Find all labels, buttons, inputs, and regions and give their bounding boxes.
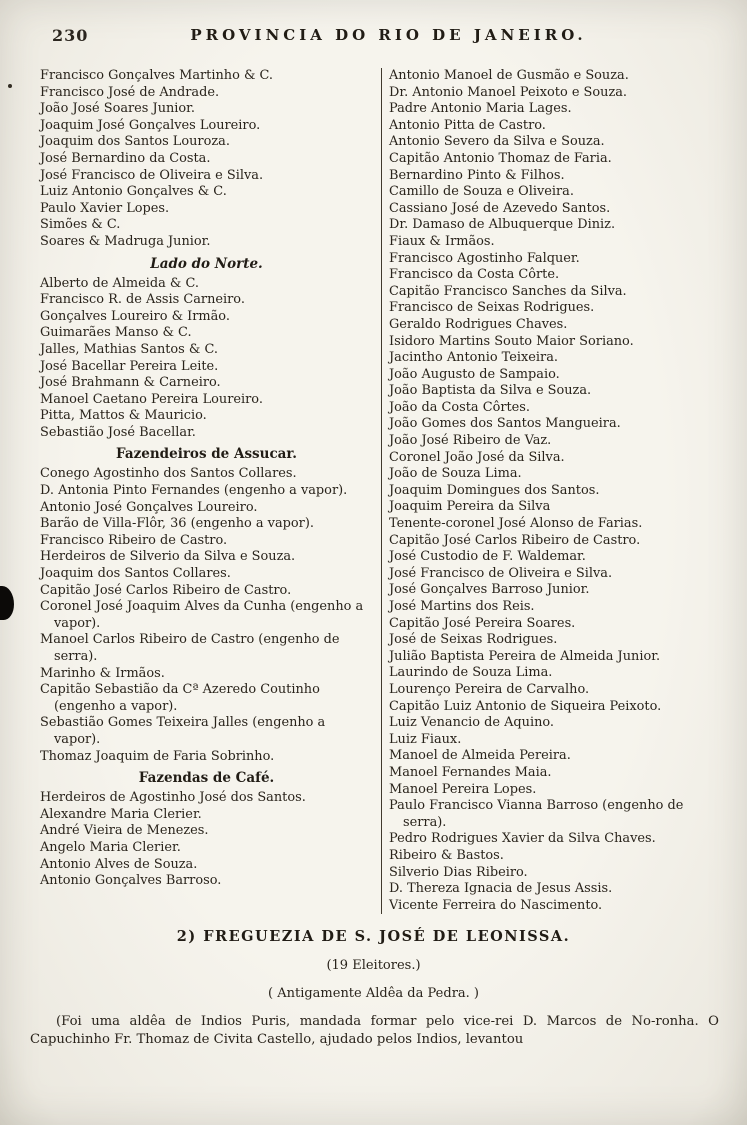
- page-number: 230: [52, 26, 89, 45]
- list-item: João Baptista da Silva e Souza.: [389, 383, 592, 399]
- list-item: Luiz Fiaux.: [389, 731, 462, 747]
- list-item: Joaquim José Gonçalves Loureiro.: [40, 117, 261, 133]
- list-item: Camillo de Souza e Oliveira.: [389, 184, 574, 200]
- list-item: João Gomes dos Santos Mangueira.: [389, 416, 621, 432]
- list-item: Pitta, Mattos & Mauricio.: [40, 408, 207, 424]
- list-item: Dr. Antonio Manoel Peixoto e Souza.: [389, 84, 628, 100]
- section-heading-lado-do-norte: Lado do Norte.: [150, 255, 263, 272]
- list-item: Sebastião Gomes Teixeira Jalles (engenho a vapor).: [40, 715, 326, 747]
- list-item: Thomaz Joaquim de Faria Sobrinho.: [40, 748, 275, 764]
- list-item: Antonio Pitta de Castro.: [389, 117, 546, 133]
- freguezia-paragraph: (Foi uma aldêa de Indios Puris, mandada formar pelo vice-rei D. Marcos de No-ronha. O Capuchinho Fr. Thomaz de Civita Castello, ajudado pelos Indios, levantou: [30, 1014, 719, 1048]
- running-title: PROVINCIA DO RIO DE JANEIRO.: [190, 26, 587, 44]
- list-item: D. Thereza Ignacia de Jesus Assis.: [389, 881, 613, 897]
- list-item: Laurindo de Souza Lima.: [389, 665, 553, 681]
- list-item: Julião Baptista Pereira de Almeida Junior.: [389, 648, 661, 664]
- list-item: Joaquim Domingues dos Santos.: [389, 482, 600, 498]
- list-item: Paulo Xavier Lopes.: [40, 200, 170, 216]
- list-item: Angelo Maria Clerier.: [40, 839, 181, 855]
- list-item: Pedro Rodrigues Xavier da Silva Chaves.: [389, 831, 656, 847]
- list-item: Antonio Manoel de Gusmão e Souza.: [389, 68, 629, 83]
- electors-count: (19 Eleitores.): [326, 958, 421, 974]
- list-item: Alexandre Maria Clerier.: [40, 806, 202, 822]
- list-item: Capitão Antonio Thomaz de Faria.: [389, 150, 612, 166]
- list-item: Capitão Sebastião da Cª Azeredo Coutinho (engenho a vapor).: [40, 682, 320, 714]
- list-item: José Bacellar Pereira Leite.: [40, 358, 219, 374]
- electors-list-lado-sul: [40, 68, 373, 251]
- list-item: José Brahmann & Carneiro.: [40, 375, 221, 391]
- list-item: João Augusto de Sampaio.: [389, 366, 560, 382]
- list-item: Capitão José Carlos Ribeiro de Castro.: [40, 582, 292, 598]
- list-item: José Martins dos Reis.: [389, 599, 535, 614]
- list-item: Padre Antonio Maria Lages.: [389, 101, 572, 117]
- list-item: Joaquim dos Santos Collares.: [40, 566, 231, 582]
- fazendeiros-assucar-list: [40, 466, 373, 765]
- list-item: Gonçalves Loureiro & Irmão.: [40, 308, 230, 324]
- list-item: Paulo Francisco Vianna Barroso (engenho de serra).: [389, 798, 684, 830]
- list-item: Barão de Villa-Flôr, 36 (engenho a vapor).: [40, 516, 314, 532]
- list-item: Manoel Pereira Lopes.: [389, 781, 537, 797]
- list-item: Dr. Damaso de Albuquerque Diniz.: [389, 217, 616, 233]
- freguezia-subtitle: ( Antigamente Aldêa da Pedra. ): [268, 986, 479, 1002]
- list-item: Jacintho Antonio Teixeira.: [389, 350, 558, 366]
- section-heading-fazendas-cafe: Fazendas de Café.: [138, 770, 275, 787]
- list-item: Herdeiros de Silverio da Silva e Souza.: [40, 549, 296, 565]
- list-item: Tenente-coronel José Alonso de Farias.: [389, 516, 643, 532]
- list-item: Ribeiro & Bastos.: [389, 847, 504, 863]
- list-item: Coronel José Joaquim Alves da Cunha (engenho a vapor).: [40, 599, 364, 631]
- page-header: [0, 0, 747, 60]
- list-item: José de Seixas Rodrigues.: [389, 632, 558, 648]
- list-item: João de Souza Lima.: [389, 466, 522, 482]
- list-item: João José Soares Junior.: [40, 101, 196, 117]
- list-item: Bernardino Pinto & Filhos.: [389, 167, 565, 183]
- list-item: Antonio Severo da Silva e Souza.: [389, 134, 605, 150]
- list-item: Francisco Gonçalves Martinho & C.: [40, 68, 274, 83]
- list-item: Francisco R. de Assis Carneiro.: [40, 292, 245, 308]
- list-item: Guimarães Manso & C.: [40, 325, 192, 341]
- list-item: José Custodio de F. Waldemar.: [389, 549, 586, 565]
- list-item: Soares & Madruga Junior.: [40, 233, 211, 249]
- right-column: [382, 68, 717, 914]
- list-item: José Francisco de Oliveira e Silva.: [389, 565, 613, 581]
- list-item: Capitão Francisco Sanches da Silva.: [389, 283, 627, 299]
- left-column: [40, 68, 382, 914]
- fazendas-cafe-list: [40, 790, 373, 890]
- list-item: Luiz Venancio de Aquino.: [389, 715, 555, 731]
- fazendas-cafe-list-continued: [389, 68, 717, 914]
- list-item: Cassiano José de Azevedo Santos.: [389, 200, 611, 216]
- list-item: Isidoro Martins Souto Maior Soriano.: [389, 333, 634, 349]
- list-item: Francisco Agostinho Falquer.: [389, 250, 580, 266]
- list-item: Alberto de Almeida & C.: [40, 275, 200, 291]
- list-item: João José Ribeiro de Vaz.: [389, 433, 552, 449]
- list-item: Silverio Dias Ribeiro.: [389, 864, 528, 880]
- list-item: Manoel de Almeida Pereira.: [389, 748, 571, 764]
- list-item: Joaquim dos Santos Louroza.: [40, 134, 230, 150]
- freguezia-title: 2) FREGUEZIA DE S. JOSÉ DE LEONISSA.: [176, 928, 571, 946]
- list-item: Fiaux & Irmãos.: [389, 233, 495, 249]
- list-item: Simões & C.: [40, 217, 121, 233]
- list-item: Capitão José Carlos Ribeiro de Castro.: [389, 532, 641, 548]
- list-item: Manoel Fernandes Maia.: [389, 764, 552, 780]
- list-item: Francisco Ribeiro de Castro.: [40, 532, 228, 548]
- section-heading-fazendeiros-assucar: Fazendeiros de Assucar.: [116, 446, 297, 463]
- list-item: Sebastião José Bacellar.: [40, 424, 196, 440]
- two-column-layout: [0, 60, 747, 914]
- list-item: Jalles, Mathias Santos & C.: [40, 341, 218, 357]
- list-item: João da Costa Côrtes.: [389, 399, 531, 415]
- list-item: Lourenço Pereira de Carvalho.: [389, 681, 590, 697]
- list-item: D. Antonia Pinto Fernandes (engenho a vapor).: [40, 483, 348, 499]
- list-item: Conego Agostinho dos Santos Collares.: [40, 466, 297, 482]
- list-item: José Gonçalves Barroso Junior.: [389, 582, 590, 598]
- list-item: Geraldo Rodrigues Chaves.: [389, 316, 568, 332]
- list-item: Capitão José Pereira Soares.: [389, 615, 576, 631]
- list-item: Francisco da Costa Côrte.: [389, 267, 560, 283]
- list-item: José Francisco de Oliveira e Silva.: [40, 167, 264, 183]
- list-item: José Bernardino da Costa.: [40, 150, 211, 166]
- list-item: Antonio Alves de Souza.: [40, 856, 198, 872]
- ink-speck-artifact: [8, 84, 12, 88]
- list-item: Vicente Ferreira do Nascimento.: [389, 897, 603, 913]
- section-freguezia: [0, 928, 747, 1049]
- list-item: Francisco José de Andrade.: [40, 84, 220, 100]
- list-item: Coronel João José da Silva.: [389, 449, 565, 465]
- list-item: Antonio Gonçalves Barroso.: [40, 873, 222, 889]
- electors-list-lado-norte: [40, 276, 373, 442]
- list-item: Antonio José Gonçalves Loureiro.: [40, 499, 258, 515]
- list-item: Capitão Luiz Antonio de Siqueira Peixoto.: [389, 698, 662, 714]
- list-item: Herdeiros de Agostinho José dos Santos.: [40, 790, 306, 806]
- list-item: Luiz Antonio Gonçalves & C.: [40, 184, 227, 200]
- list-item: Francisco de Seixas Rodrigues.: [389, 300, 595, 316]
- list-item: Manoel Carlos Ribeiro de Castro (engenho de serra).: [40, 632, 340, 664]
- list-item: Joaquim Pereira da Silva: [389, 499, 551, 515]
- list-item: Manoel Caetano Pereira Loureiro.: [40, 391, 263, 407]
- list-item: André Vieira de Menezes.: [40, 823, 209, 839]
- list-item: Marinho & Irmãos.: [40, 665, 165, 681]
